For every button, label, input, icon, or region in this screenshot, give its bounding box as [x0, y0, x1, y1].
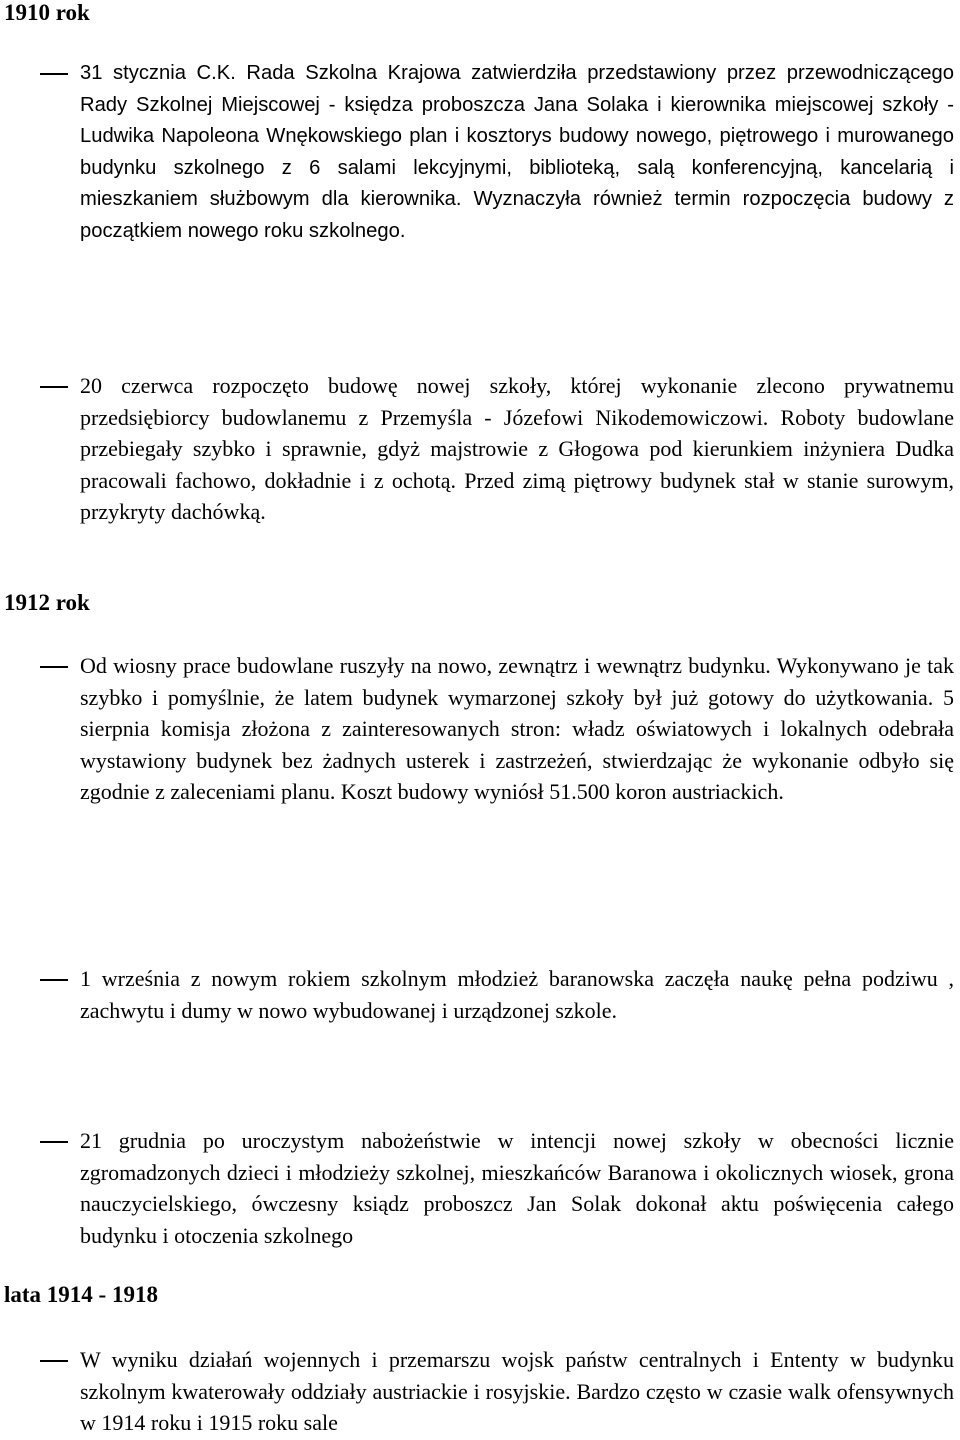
entry-text: 21 grudnia po uroczystym nabożeństwie w intencji nowej szkoły w obecności licznie zgromadzonych dzieci i młodzieży szkolnej, mieszkańców Baranowa i okolicznych wiosek, grona nauczycielskiego, ówczesny ksiądz proboszcz Jan Solak dokonał aktu poświęcenia całego budynku i otoczenia szkolnego: [80, 1128, 954, 1248]
list-item: [0, 370, 960, 528]
entry-text: 1 września z nowym rokiem szkolnym młodzież baranowska zaczęła naukę pełna podziwu , zachwytu i dumy w nowo wybudowanej i urządzonej szkole.: [80, 966, 954, 1023]
list-item: [0, 963, 960, 1026]
list-item: [0, 58, 960, 247]
dash-bullet: [40, 1360, 68, 1362]
section-heading-1910: 1910 rok: [4, 0, 90, 25]
dash-bullet: [40, 1141, 68, 1143]
list-item: [0, 650, 960, 808]
entry-text: W wyniku działań wojennych i przemarszu wojsk państw centralnych i Ententy w budynku szkolnym kwaterowały oddziały austriackie i rosyjskie. Bardzo często w czasie walk ofensywnych w 1914 roku i 1915 roku sale: [80, 1347, 954, 1435]
entry-text: Od wiosny prace budowlane ruszyły na nowo, zewnątrz i wewnątrz budynku. Wykonywano je tak szybko i pomyślnie, że latem budynek wymarzonej szkoły był już gotowy do użytkowania. 5 sierpnia komisja złożona z zainteresowanych stron: władz oświatowych i lokalnych odebrała wystawiony budynek bez żadnych usterek i zastrzeżeń, stwierdzając że wykonanie odbyło się zgodnie z zaleceniami planu. Koszt budowy wyniósł 51.500 koron austriackich.: [80, 653, 954, 804]
section-heading-1914-1918: lata 1914 - 1918: [4, 1282, 158, 1307]
list-item: [0, 1125, 960, 1251]
dash-bullet: [40, 73, 68, 75]
section-heading-1912: 1912 rok: [4, 590, 90, 615]
dash-bullet: [40, 386, 68, 388]
list-item: [0, 1344, 960, 1439]
entry-text: 20 czerwca rozpoczęto budowę nowej szkoły, której wykonanie zlecono prywatnemu przedsiębiorcy budowlanemu z Przemyśla - Józefowi Nikodemowiczowi. Roboty budowlane przebiegały szybko i sprawnie, gdyż majstrowie z Głogowa pod kierunkiem inżyniera Dudka pracowali fachowo, dokładnie i z ochotą. Przed zimą piętrowy budynek stał w stanie surowym, przykryty dachówką.: [80, 373, 954, 524]
dash-bullet: [40, 666, 68, 668]
dash-bullet: [40, 979, 68, 981]
entry-text: 31 stycznia C.K. Rada Szkolna Krajowa zatwierdziła przedstawiony przez przewodniczącego Rady Szkolnej Miejscowej - księdza proboszcza Jana Solaka i kierownika miejscowej szkoły - Ludwika Napoleona Wnękowskiego plan i kosztorys budowy nowego, piętrowego i murowanego budynku szkolnego z 6 salami lekcyjnymi, biblioteką, salą konferencyjną, kancelarią i mieszkaniem służbowym dla kierownika. Wyznaczyła również termin rozpoczęcia budowy z początkiem nowego roku szkolnego.: [80, 62, 954, 242]
